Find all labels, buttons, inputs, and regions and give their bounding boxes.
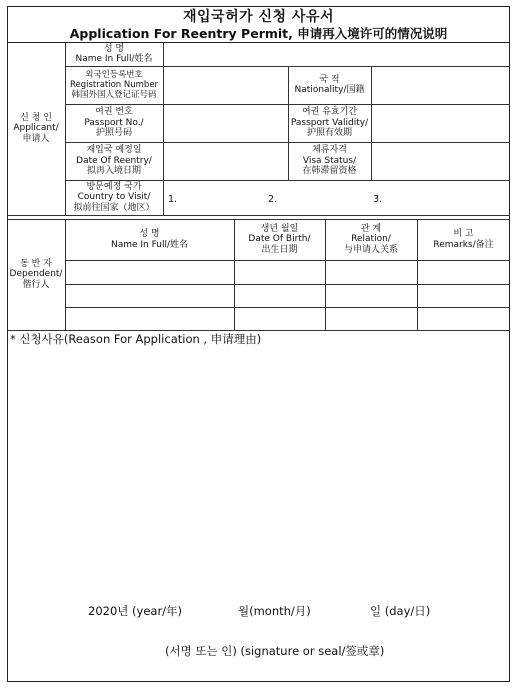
dr-zh: 与申请人关系 (343, 244, 398, 255)
dependent-row-3[interactable] (66, 308, 510, 329)
visa-status-field[interactable] (372, 143, 509, 179)
dr-ko: 관 계 (360, 223, 382, 234)
dependent-relation-header (325, 219, 417, 260)
cv-en: Country to Visit/ (77, 192, 151, 203)
passport-validity-field[interactable] (372, 105, 509, 141)
rm-en: Remarks/备注 (433, 239, 494, 250)
vs-ko: 체류자격 (312, 145, 347, 156)
country-1-field[interactable]: 1. (168, 194, 178, 205)
section-line (7, 215, 510, 216)
reg-zh: 韩国外国人登记证号码 (71, 90, 157, 100)
date-year: 2020년 (year/年) (88, 604, 183, 618)
pp-zh: 护照号码 (95, 128, 132, 139)
vs-en: Visa Status/ (302, 155, 357, 166)
country-to-visit-label (65, 180, 163, 215)
rd-en: Date Of Reentry/ (76, 155, 152, 166)
dependent-remarks-header (417, 219, 510, 260)
nationality-label (288, 66, 371, 104)
pv-zh: 护照有效期 (306, 128, 352, 139)
date-day: 일 (day/日) (370, 604, 431, 618)
name-label (65, 42, 163, 66)
dn-en: Name In Full/姓名 (110, 239, 189, 250)
label-en: Applicant/ (13, 123, 59, 134)
cv-zh: 拟前往国家（地区） (73, 202, 155, 213)
dependent-dob-header (234, 219, 325, 260)
dependent-row-1[interactable] (66, 261, 510, 283)
label-zh: 申请人 (22, 133, 50, 144)
registration-number-field[interactable] (164, 67, 287, 103)
form-title-english (0, 24, 517, 42)
reg-ko: 외국인등록번호 (85, 70, 143, 80)
label-ko: 신 청 인 (20, 112, 52, 123)
name-ko: 성 명 (103, 43, 125, 54)
dep-en: Dependent/ (9, 269, 63, 280)
title-english-part: Application For Reentry Permit, (69, 26, 293, 41)
visa-status-label (288, 142, 371, 180)
passport-number-field[interactable] (164, 105, 287, 141)
dependent-row-2[interactable] (66, 285, 510, 306)
dependent-name-header (65, 219, 234, 260)
nat-en: Nationality/国籍 (294, 85, 365, 95)
cv-ko: 방문예정 국가 (86, 181, 142, 192)
signature-line: (서명 또는 인) (signature or seal/签或章) (165, 644, 385, 658)
dependent-label (7, 219, 65, 330)
pp-en: Passport No./ (84, 117, 144, 128)
registration-number-label (65, 66, 163, 104)
reg-en: Registration Number (69, 80, 159, 90)
title-chinese-part: 申请再入境许可的情况说明 (297, 26, 448, 41)
country-3-field[interactable]: 3. (373, 194, 383, 205)
rd-ko: 재입국 예정일 (86, 145, 142, 156)
dr-en: Relation/ (351, 234, 391, 245)
name-field[interactable] (164, 43, 509, 65)
vs-zh: 在韩滞留资格 (302, 166, 357, 177)
rd-zh: 拟再入境日期 (86, 166, 141, 177)
passport-number-label (65, 104, 163, 142)
nationality-field[interactable] (372, 67, 509, 103)
passport-validity-label (288, 104, 371, 142)
pv-ko: 여권 유효기간 (301, 107, 358, 118)
db-en: Date Of Birth/ (248, 234, 311, 245)
applicant-label (7, 42, 65, 215)
rm-ko: 비 고 (453, 229, 474, 239)
nat-ko: 국 적 (319, 74, 340, 85)
reason-label: * 신청사유(Reason For Application , 申请理由) (10, 332, 262, 346)
name-en: Name In Full/姓名 (75, 54, 153, 64)
pv-en: Passport Validity/ (290, 117, 369, 128)
pp-ko: 여권 번호 (95, 107, 133, 118)
dep-ko: 동 반 자 (20, 258, 52, 269)
reentry-date-label (65, 142, 163, 180)
dep-zh: 偕行人 (22, 279, 50, 290)
form-title-korean: 재입국허가 신청 사유서 (183, 9, 334, 25)
dn-ko: 성 명 (139, 229, 160, 239)
date-month: 월(month/月) (238, 604, 311, 618)
db-ko: 생년 월일 (260, 223, 299, 234)
db-zh: 出生日期 (261, 244, 298, 255)
reason-textarea[interactable] (10, 350, 506, 590)
country-2-field[interactable]: 2. (268, 194, 278, 205)
reentry-date-field[interactable] (164, 143, 287, 179)
